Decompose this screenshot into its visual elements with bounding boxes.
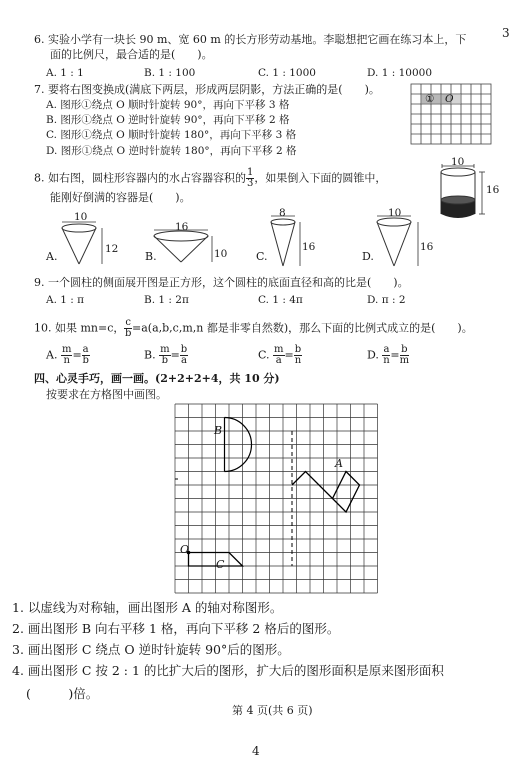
task-2: 2. 画出图形 B 向右平移 1 格，再向下平移 2 格后的图形。 <box>12 621 340 636</box>
q8-cone-d-label: D. <box>362 250 374 263</box>
q8-frac-num: 1 <box>247 167 254 178</box>
q8-text-line1 <box>34 168 386 189</box>
q7-option-c: C. 图形①绕点 O 顺时针旋转 180°，再向下平移 3 格 <box>46 129 297 141</box>
q10-opt-b-n2: b <box>180 344 188 355</box>
q8-cone-d-height: 16 <box>420 241 434 253</box>
q10-text <box>34 318 473 339</box>
drawing-grid <box>175 404 385 594</box>
q10-opt-b-d1: b <box>161 355 169 366</box>
q10-opt-a-n2: a <box>82 344 89 355</box>
q10-option-c: C. $\frac{m}{a}$ = $\frac{b}{n}$ <box>258 344 302 366</box>
q6-option-a: A. 1 : 1 <box>46 67 84 79</box>
q10-opt-a-n1: m <box>61 344 72 355</box>
q10-text-part1: 10. 如果 mn=c， <box>34 321 125 335</box>
q10-opt-a-letter: A. <box>46 348 58 362</box>
q10-opt-c-n2: b <box>294 344 302 355</box>
q10-frac-den: b <box>124 328 132 339</box>
label-o: O <box>180 543 190 556</box>
figure-a <box>292 472 360 513</box>
q7-option-d: D. 图形①绕点 O 逆时针旋转 180°，再向下平移 2 格 <box>46 145 297 157</box>
q8-text-line2: 能刚好倒满的容器是( )。 <box>50 191 191 204</box>
q8-cone-a-label: A. <box>46 250 58 263</box>
corner-mark: 3 <box>502 26 510 40</box>
q10-opt-d-n1: a <box>383 344 390 355</box>
q6-text-line2: 面的比例尺，最合适的是( )。 <box>50 48 213 61</box>
task-1: 1. 以虚线为对称轴，画出图形 A 的轴对称图形。 <box>12 600 283 615</box>
q10-opt-d-letter: D. <box>367 348 379 362</box>
q10-opt-c-frac2 <box>294 345 302 366</box>
q6-text-line1: 6. 实验小学有一块长 90 m、宽 60 m 的长方形劳动基地。李聪想把它画在练习本上，下 <box>34 33 467 46</box>
q8-cone-c-label: C. <box>256 250 268 263</box>
label-c: C <box>216 558 225 571</box>
q10-opt-a-d2: b <box>82 355 89 366</box>
q7-text: 7. 要将右图变换成(满底下两层，形成两层阴影，方法正确的是( )。 <box>34 83 380 96</box>
q6-option-b: B. 1 : 100 <box>144 67 196 79</box>
q10-opt-c-frac1 <box>273 345 284 366</box>
q10-opt-b-frac2 <box>180 345 188 366</box>
task-4: 4. 画出图形 C 按 2 : 1 的比扩大后的图形，扩大后的图形面积是原来图形面积 <box>12 663 444 678</box>
q8-text-part1: 8. 如右图，圆柱形容器内的水占容器容积的 <box>34 171 246 185</box>
q10-opt-a-frac2 <box>82 345 90 366</box>
q7-option-a: A. 图形①绕点 O 顺时针旋转 90°，再向下平移 3 格 <box>46 99 290 111</box>
task-3: 3. 画出图形 C 绕点 O 逆时针旋转 90°后的图形。 <box>12 642 290 657</box>
q10-opt-d-d1: n <box>383 355 390 366</box>
page-footer: 第 4 页(共 6 页) <box>232 704 313 717</box>
q8-frac-den: 3 <box>247 178 254 189</box>
q10-fraction <box>124 318 132 339</box>
q9-option-a: A. 1 : π <box>46 294 85 306</box>
q10-opt-c-letter: C. <box>258 348 270 362</box>
q9-option-d: D. π : 2 <box>367 294 406 306</box>
q8-text-part2: ，如果倒入下面的圆锥中， <box>254 171 387 185</box>
q8-cone-d-top: 10 <box>388 207 402 219</box>
q10-opt-b-n1: m <box>160 344 170 355</box>
q9-option-b: B. 1 : 2π <box>144 294 189 306</box>
q7-label-o: O <box>445 93 454 105</box>
q10-opt-a-d1: n <box>63 355 70 366</box>
q10-option-a: A. $\frac{m}{n}$ = $\frac{a}{b}$ <box>46 344 89 366</box>
q10-frac-num: c <box>125 317 131 328</box>
task-4-answer-blank: ( )倍。 <box>26 686 99 701</box>
q8-cone-b-top: 16 <box>175 221 189 233</box>
q9-option-c: C. 1 : 4π <box>258 294 303 306</box>
q10-opt-b-d2: a <box>181 355 187 366</box>
q8-cone-c-height: 16 <box>302 241 316 253</box>
q8-cone-b <box>152 228 222 268</box>
section4-subtitle: 按要求在方格图中画图。 <box>46 388 167 401</box>
q8-cone-a-top: 10 <box>74 211 88 223</box>
q10-opt-d-frac1 <box>382 345 390 366</box>
q10-opt-d-n2: b <box>401 344 408 355</box>
q10-opt-d-frac2 <box>400 345 409 366</box>
q7-option-b: B. 图形①绕点 O 逆时针旋转 90°，再向下平移 2 格 <box>46 114 290 126</box>
q6-option-d: D. 1 : 10000 <box>367 67 433 79</box>
q10-option-d: D. $\frac{a}{n}$ = $\frac{b}{m}$ <box>367 344 410 366</box>
q10-opt-d-d2: m <box>399 355 410 366</box>
q10-opt-b-letter: B. <box>144 348 156 362</box>
q8-cone-c-top: 8 <box>279 207 286 219</box>
label-a: A <box>335 457 343 470</box>
q10-option-b: B. $\frac{m}{b}$ = $\frac{b}{a}$ <box>144 344 188 366</box>
q8-cylinder-side-label: 16 <box>486 184 500 196</box>
q9-text: 9. 一个圆柱的侧面展开图是正方形，这个圆柱的底面直径和高的比是( )。 <box>34 276 409 289</box>
q10-opt-c-d1: a <box>275 355 282 366</box>
page-number: 4 <box>252 744 260 758</box>
q6-option-c: C. 1 : 1000 <box>258 67 316 79</box>
q8-cylinder-top-label: 10 <box>451 156 465 168</box>
q8-cone-a-height: 12 <box>105 243 119 255</box>
q10-opt-a-frac1 <box>61 345 72 366</box>
section4-title: 四、心灵手巧，画一画。(2+2+2+4，共 10 分) <box>34 372 280 385</box>
q8-cone-b-label: B. <box>145 250 157 263</box>
q8-cone-b-height: 10 <box>214 248 228 260</box>
label-b: B <box>214 424 223 437</box>
q10-opt-c-n1: m <box>274 344 284 355</box>
q7-label-1: ① <box>425 93 435 105</box>
q10-opt-b-frac1 <box>159 345 170 366</box>
q10-opt-c-d2: n <box>294 355 302 366</box>
q10-text-part2: =a(a,b,c,m,n 都是非零自然数)，那么下面的比例式成立的是( )。 <box>132 321 473 335</box>
